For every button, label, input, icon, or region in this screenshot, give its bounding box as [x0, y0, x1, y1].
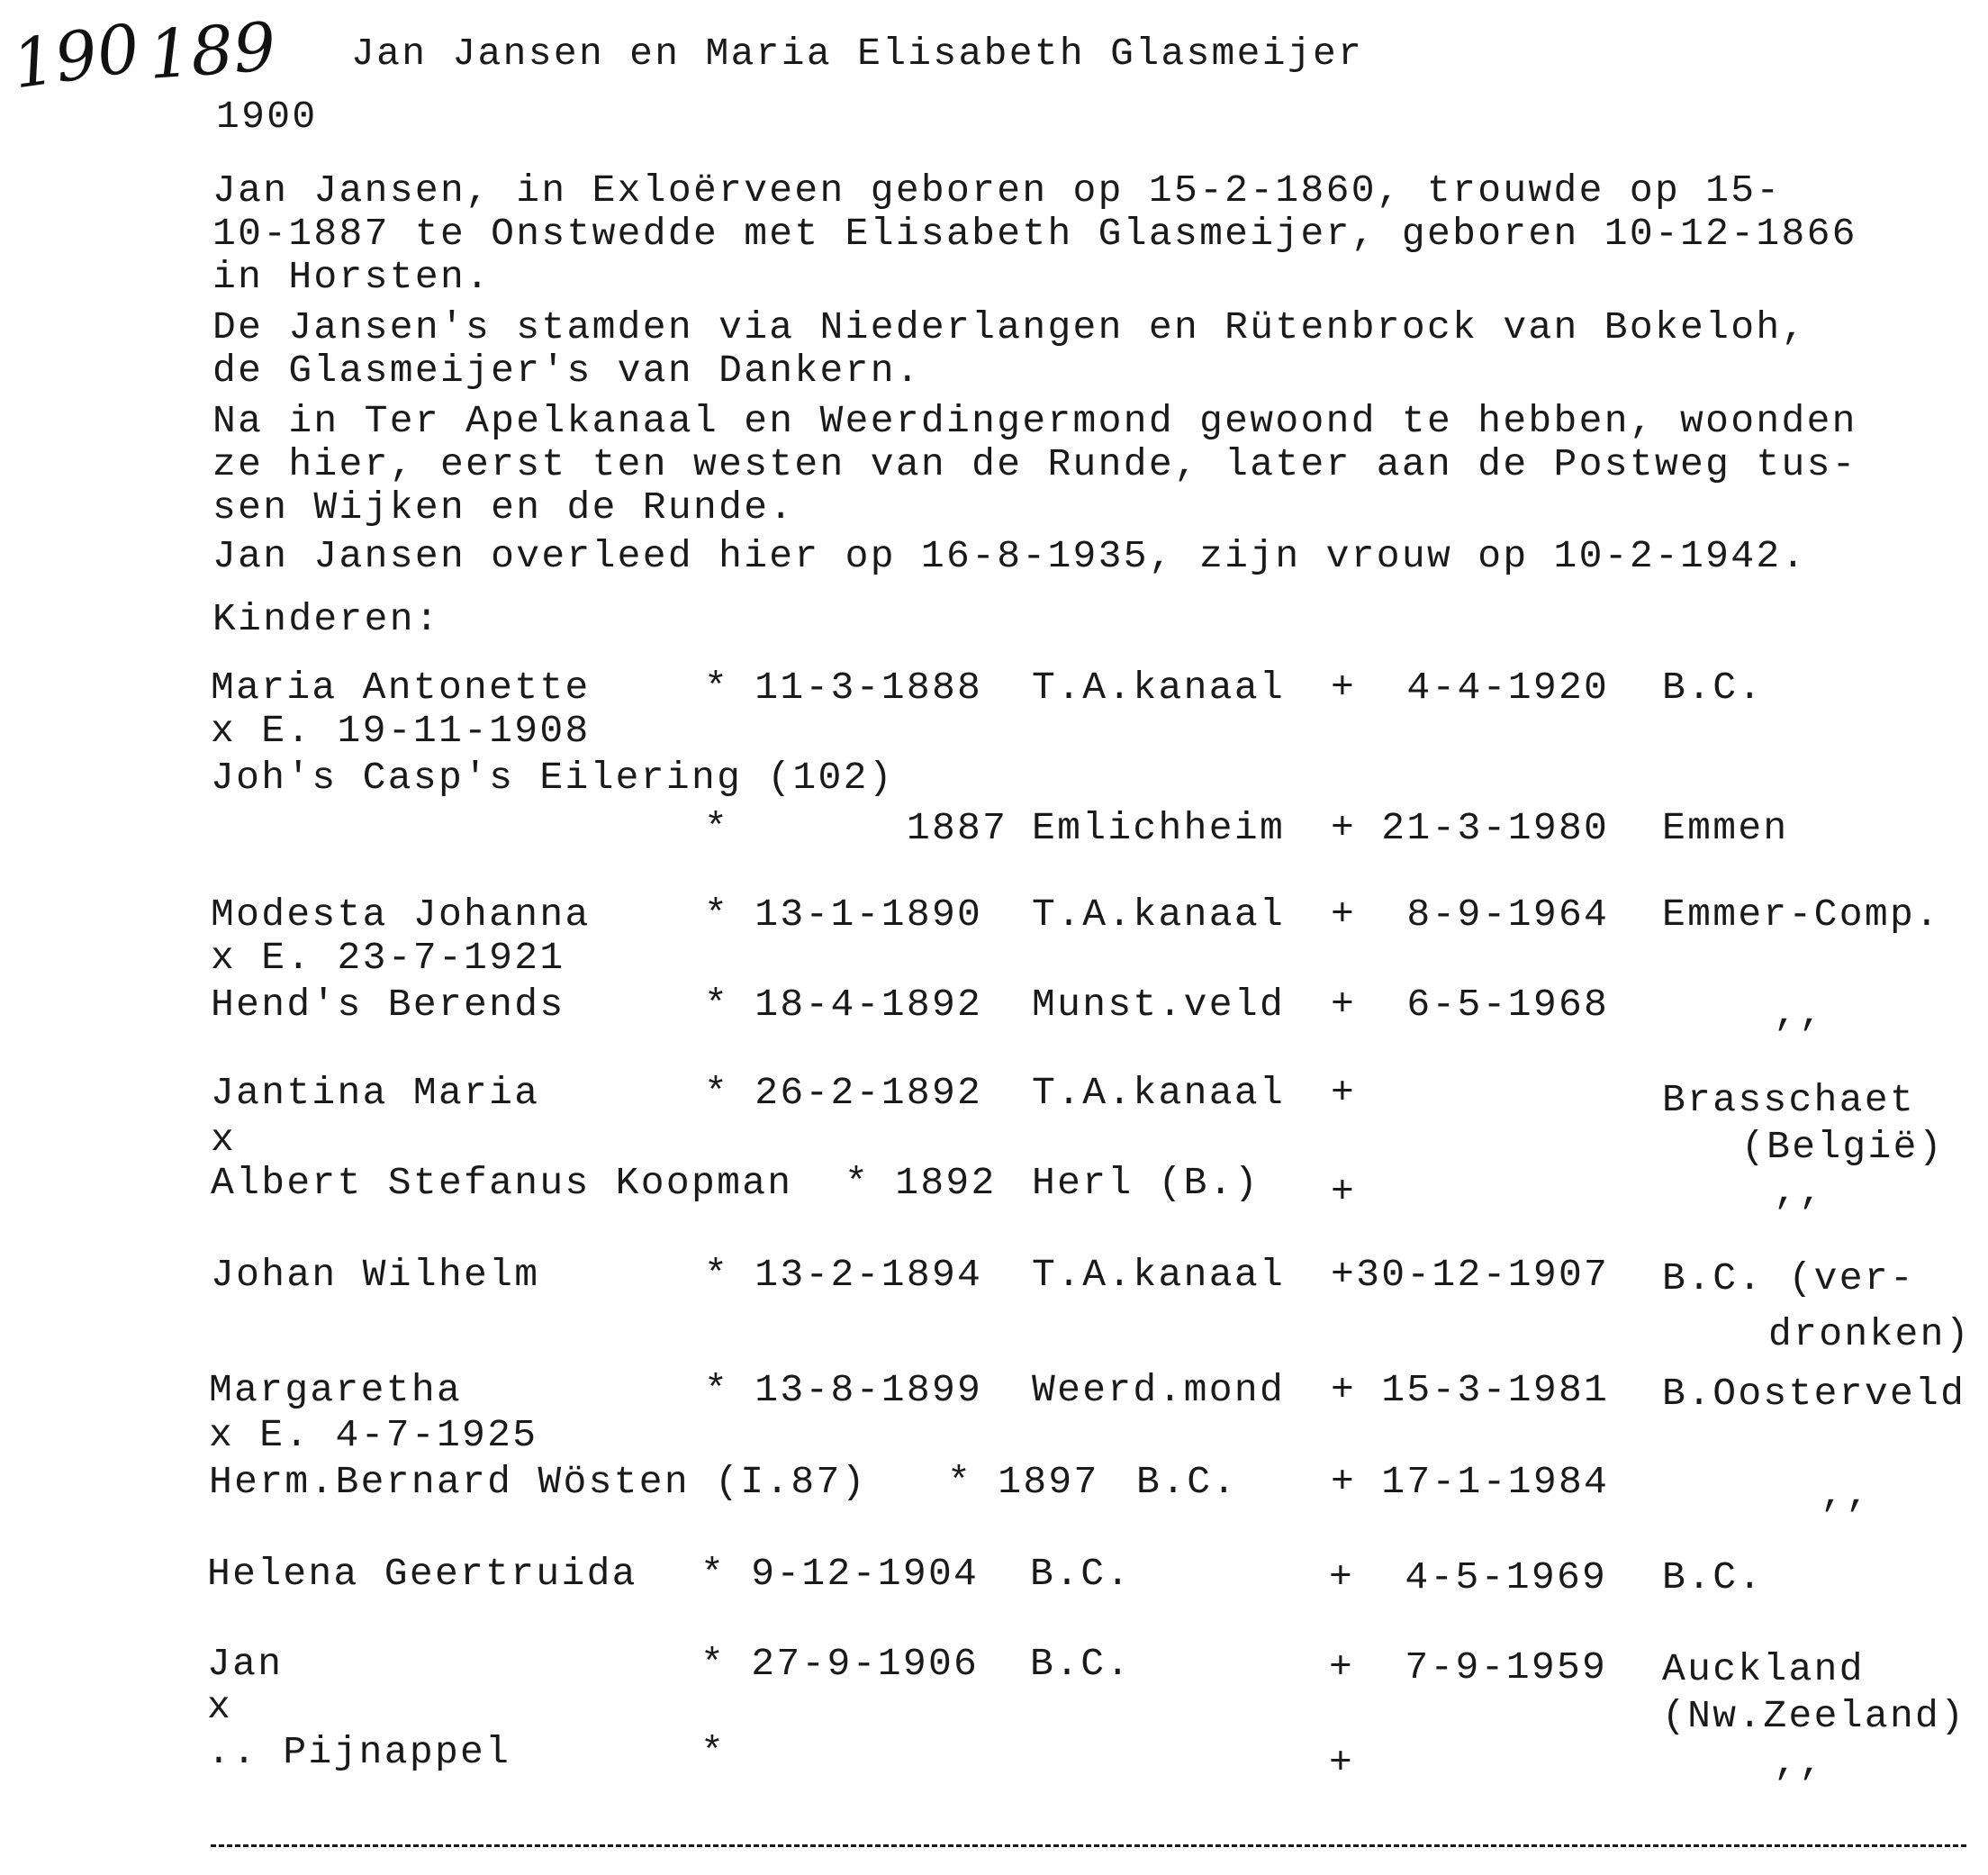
intro-line-6: Na in Ter Apelkanaal en Weerdingermond gewoond te hebben, woonden	[212, 399, 1857, 443]
spouse-name: .. Pijnappel	[207, 1730, 511, 1774]
birth-place: B.C.	[1030, 1552, 1132, 1596]
birth-date: * 1897	[947, 1460, 1099, 1504]
death-date: + 17-1-1984	[1331, 1460, 1610, 1504]
birth-date: * 27-9-1906	[700, 1642, 980, 1686]
birth-date: * 18-4-1892	[704, 983, 983, 1027]
dashed-divider	[211, 1844, 1966, 1847]
spouse-name: Albert Stefanus Koopman	[211, 1161, 793, 1205]
death-date: + 8-9-1964	[1331, 892, 1610, 937]
document-title: Jan Jansen en Maria Elisabeth Glasmeijer	[351, 32, 1364, 76]
intro-line-2: 10-1887 te Onstwedde met Elisabeth Glasmeijer, geboren 10-12-1866	[212, 212, 1857, 256]
birth-date: *	[700, 1730, 727, 1774]
marriage-info: x	[211, 1118, 237, 1162]
birth-date: * 1887	[704, 806, 1008, 850]
birth-place: Emlichheim	[1032, 806, 1286, 850]
death-place: B.C.	[1662, 666, 1764, 710]
child-name: Modesta Johanna	[211, 892, 591, 937]
birth-place: Munst.veld	[1032, 983, 1286, 1027]
death-place: Emmen	[1662, 806, 1789, 850]
birth-place: B.C.	[1030, 1642, 1132, 1686]
death-date: + 21-3-1980	[1331, 806, 1610, 850]
intro-line-5: de Glasmeijer's van Dankern.	[212, 349, 921, 393]
birth-date: * 13-2-1894	[704, 1253, 983, 1297]
handwritten-number-189: 189	[146, 8, 279, 95]
marriage-info: x	[207, 1685, 233, 1729]
child-name: Jantina Maria	[211, 1071, 540, 1115]
birth-date: * 13-1-1890	[704, 892, 983, 937]
child-name: Jan	[207, 1642, 284, 1686]
death-place: ,,	[1774, 1741, 1825, 1785]
death-date: +	[1331, 1071, 1357, 1115]
child-name: Maria Antonette	[211, 666, 591, 710]
intro-line-4: De Jansen's stamden via Niederlangen en Rütenbrock van Bokeloh,	[212, 305, 1807, 349]
marriage-info: x E. 4-7-1925	[209, 1413, 538, 1457]
death-place: B.C. (ver-	[1662, 1256, 1916, 1300]
birth-place: Herl (B.)	[1032, 1161, 1260, 1205]
death-place: B.C.	[1662, 1555, 1764, 1599]
death-date: +	[1329, 1741, 1355, 1785]
death-date: + 15-3-1981	[1331, 1368, 1610, 1412]
death-date: + 7-9-1959	[1329, 1645, 1608, 1689]
birth-place: T.A.kanaal	[1032, 1253, 1286, 1297]
children-heading: Kinderen:	[212, 597, 440, 641]
spouse-name: Herm.Bernard Wösten (I.87)	[209, 1460, 867, 1504]
death-place: (België)	[1741, 1125, 1944, 1169]
birth-place: T.A.kanaal	[1032, 892, 1286, 937]
child-name: Margaretha	[209, 1368, 463, 1412]
birth-date: * 1892	[845, 1161, 997, 1205]
death-place: B.Oosterveld	[1662, 1372, 1966, 1416]
birth-date: * 13-8-1899	[704, 1368, 983, 1412]
death-place: Emmer-Comp.	[1662, 892, 1941, 937]
death-date: +30-12-1907	[1331, 1253, 1610, 1297]
intro-line-3: in Horsten.	[212, 255, 492, 299]
death-date: + 4-5-1969	[1329, 1555, 1608, 1599]
intro-line-9: Jan Jansen overleed hier op 16-8-1935, zijn vrouw op 10-2-1942.	[212, 534, 1807, 578]
death-place: dronken)	[1768, 1312, 1971, 1356]
death-date: +	[1331, 1170, 1357, 1214]
birth-place: Weerd.mond	[1032, 1368, 1286, 1412]
birth-date: * 26-2-1892	[704, 1071, 983, 1115]
death-place: Brasschaet	[1662, 1078, 1916, 1122]
birth-place: T.A.kanaal	[1032, 666, 1286, 710]
intro-line-8: sen Wijken en de Runde.	[212, 485, 795, 530]
death-place: (Nw.Zeeland)	[1662, 1694, 1966, 1738]
death-place: Auckland	[1662, 1647, 1865, 1691]
spouse-name: Hend's Berends	[211, 983, 565, 1027]
intro-line-7: ze hier, eerst ten westen van de Runde, later aan de Postweg tus-	[212, 442, 1857, 486]
birth-place: B.C.	[1136, 1460, 1238, 1504]
birth-date: * 11-3-1888	[704, 666, 983, 710]
spouse-name: Joh's Casp's Eilering (102)	[211, 756, 894, 800]
marriage-info: x E. 23-7-1921	[211, 936, 565, 980]
document-year: 1900	[216, 95, 318, 139]
intro-line-1: Jan Jansen, in Exloërveen geboren op 15-2-1860, trouwde op 15-	[212, 168, 1782, 213]
death-date: + 6-5-1968	[1331, 983, 1610, 1027]
child-name: Helena Geertruida	[207, 1552, 637, 1596]
death-place: ,,	[1774, 992, 1825, 1036]
death-date: + 4-4-1920	[1331, 666, 1610, 710]
birth-place: T.A.kanaal	[1032, 1071, 1286, 1115]
death-place: ,,	[1821, 1472, 1872, 1517]
marriage-info: x E. 19-11-1908	[211, 709, 591, 753]
handwritten-number-190: 190	[7, 9, 145, 104]
death-place: ,,	[1774, 1170, 1825, 1214]
child-name: Johan Wilhelm	[211, 1253, 540, 1297]
birth-date: * 9-12-1904	[700, 1552, 980, 1596]
